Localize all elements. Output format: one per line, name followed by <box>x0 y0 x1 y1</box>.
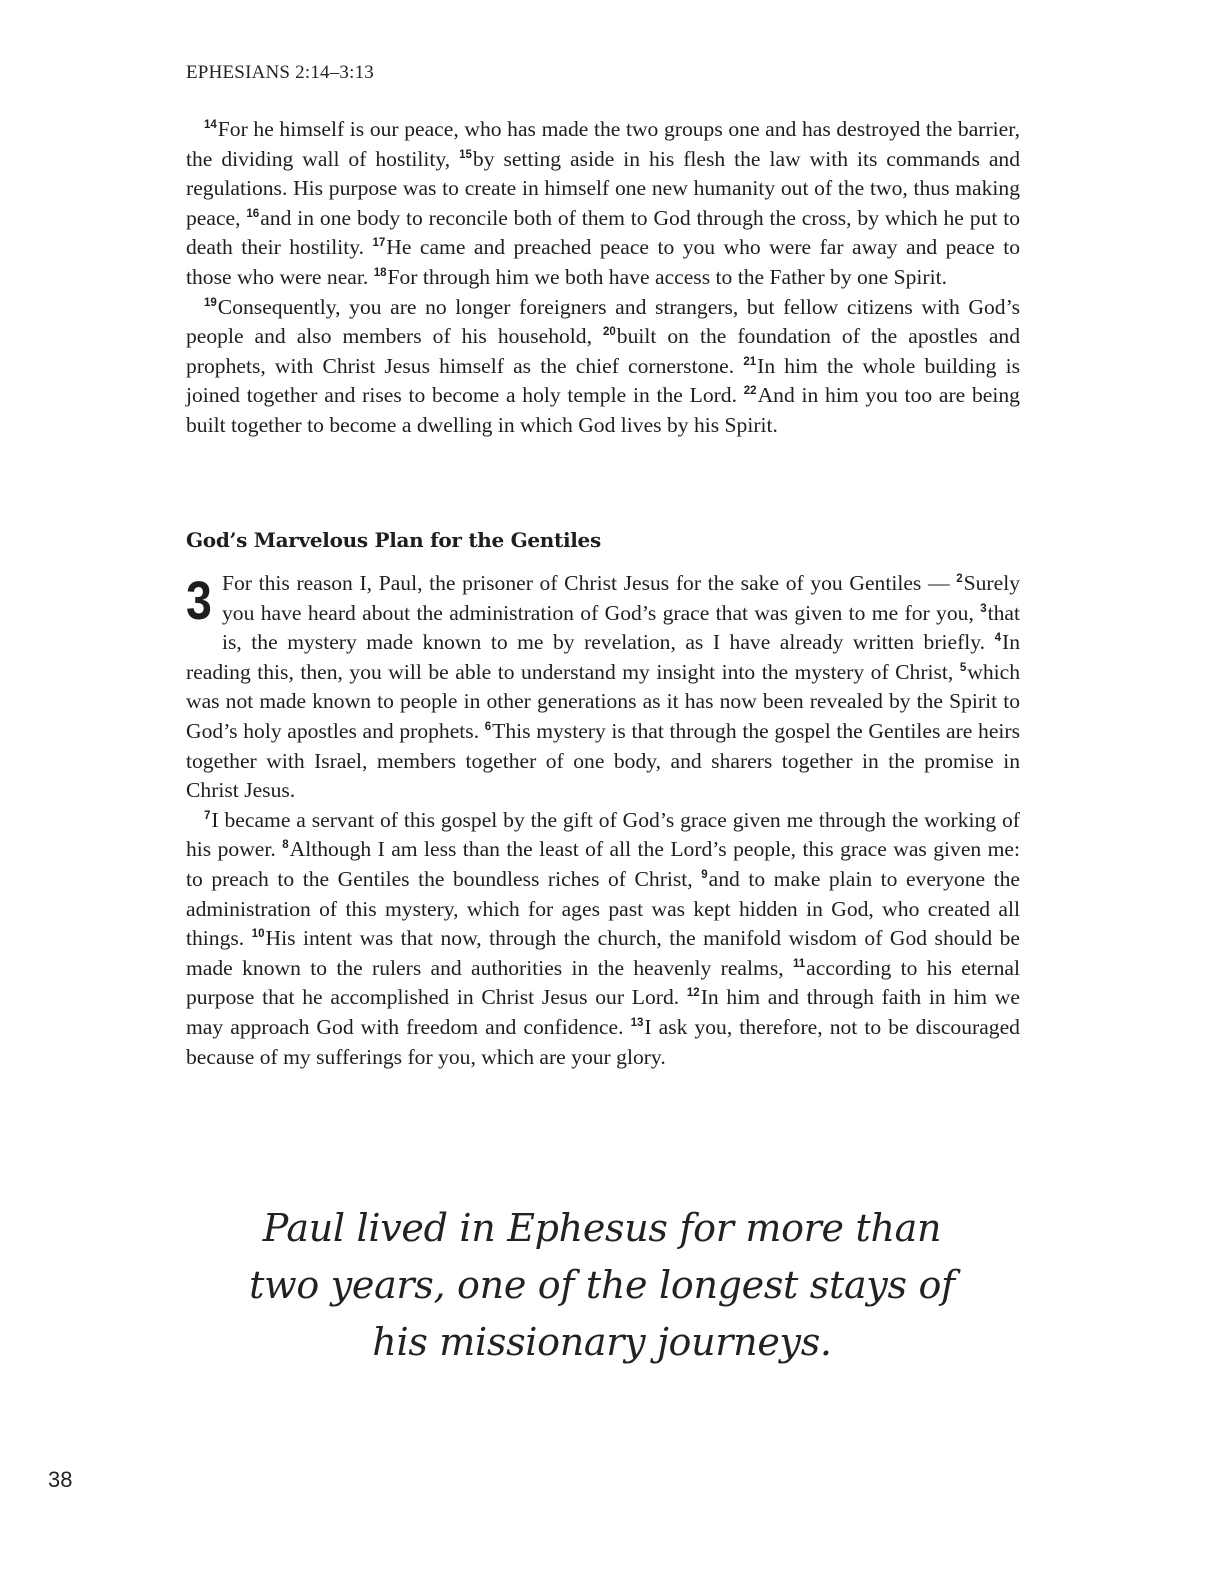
verse-text: In him and through faith in him we may approach God with freedom and confidence. <box>186 985 1020 1039</box>
verse-text: In reading this, then, you will be able to understand my insight into the mystery of Christ, <box>186 630 1020 684</box>
running-head: EPHESIANS 2:14–3:13 <box>186 62 375 83</box>
verse-text: This mystery is that through the gospel the Gentiles are heirs together with Israel, members together of one body, and sharers together in the promise in Christ Jesus. <box>186 718 1021 803</box>
verse-text: For this reason I, Paul, the prisoner of Christ Jesus for the sake of you Gentiles — <box>222 571 950 595</box>
verse-number: 15 <box>459 148 472 161</box>
verse-text: He came and preached peace to you who were far away and peace to those who were near. <box>186 235 1020 289</box>
verse-number: 13 <box>630 1016 644 1029</box>
verse-number: 19 <box>204 296 217 309</box>
verse-text: Consequently, you are no longer foreigners and strangers, but fellow citizens with God’s people and also members of his household, <box>186 294 1020 349</box>
verse-number: 10 <box>251 928 265 941</box>
verse-text: by setting aside in his flesh the law with its commands and regulations. His purpose was to create in himself one new humanity out of the two, thus making peace, <box>186 146 1020 230</box>
paragraph-verses-14-18 <box>186 115 1020 293</box>
section-heading: God’s Marvelous Plan for the Gentiles <box>186 528 601 552</box>
verse-text: And in him you too are being built together to become a dwelling in which God lives by his Spirit. <box>186 383 1020 437</box>
verse-number: 17 <box>372 237 386 250</box>
verse-text: In him the whole building is joined together and rises to become a holy temple in the Lord. <box>186 353 1020 408</box>
verse-text: For through him we both have access to the Father by one Spirit. <box>387 264 948 289</box>
verse-number: 2 <box>956 573 963 585</box>
scripture-block-ephesians-2 <box>186 115 1020 441</box>
verse-number: 12 <box>686 987 700 1000</box>
verse-number: 16 <box>246 207 260 220</box>
verse-text: Although I am less than the least of all the Lord’s people, this grace was given me: to preach to the Gentiles the boundless riches of Christ, <box>186 837 1020 891</box>
paragraph-verses-1-6 <box>186 569 1020 806</box>
verse-number: 7 <box>204 809 211 822</box>
verse-number: 4 <box>994 632 1001 645</box>
paragraph-verses-7-13 <box>186 806 1020 1072</box>
verse-text: that is, the mystery made known to me by revelation, as I have already written briefly. <box>222 600 1020 655</box>
verse-text: His intent was that now, through the church, the manifold wisdom of God should be made known to the rulers and authorities in the heavenly realms, <box>186 926 1020 980</box>
verse-number: 5 <box>959 661 967 674</box>
verse-text: according to his eternal purpose that he accomplished in Christ Jesus our Lord. <box>186 955 1020 1010</box>
verse-number: 20 <box>603 326 616 339</box>
verse-text: I ask you, therefore, not to be discouraged because of my sufferings for you, which are your glory. <box>186 1014 1020 1069</box>
page-number: 38 <box>48 1467 73 1492</box>
verse-text: built on the foundation of the apostles and prophets, with Christ Jesus himself as the chief cornerstone. <box>186 324 1020 378</box>
verse-number: 18 <box>373 266 387 279</box>
chapter-number: 3 <box>186 571 212 631</box>
verse-text: I became a servant of this gospel by the gift of God’s grace given me through the working of his power. <box>186 807 1020 862</box>
verse-text: which was not made known to people in other generations as it has now been revealed by the Spirit to God’s holy apostles and prophets. <box>186 659 1020 743</box>
verse-number: 8 <box>282 839 289 852</box>
verse-number: 14 <box>204 119 217 131</box>
scripture-block-ephesians-3 <box>186 569 1020 1072</box>
pull-quote: Paul lived in Ephesus for more than two years, one of the longest stays of his missionary journeys. <box>249 1206 955 1364</box>
verse-text: and in one body to reconcile both of them to God through the cross, by which he put to death their hostility. <box>186 205 1021 260</box>
verse-number: 3 <box>980 602 987 615</box>
verse-text: For he himself is our peace, who has made the two groups one and has destroyed the barrier, the dividing wall of hostility, <box>186 117 1020 171</box>
verse-number: 11 <box>792 957 806 970</box>
verse-number: 6 <box>484 720 492 733</box>
verse-number: 9 <box>701 868 708 881</box>
verse-text: and to make plain to everyone the administration of this mystery, which for ages past was kept hidden in God, who created all things. <box>186 866 1020 951</box>
verse-text: Surely you have heard about the administration of God’s grace that was given to me for you, <box>222 571 1020 625</box>
verse-number: 22 <box>743 385 757 398</box>
paragraph-verses-19-22 <box>186 293 1020 441</box>
verse-number: 21 <box>743 355 757 368</box>
